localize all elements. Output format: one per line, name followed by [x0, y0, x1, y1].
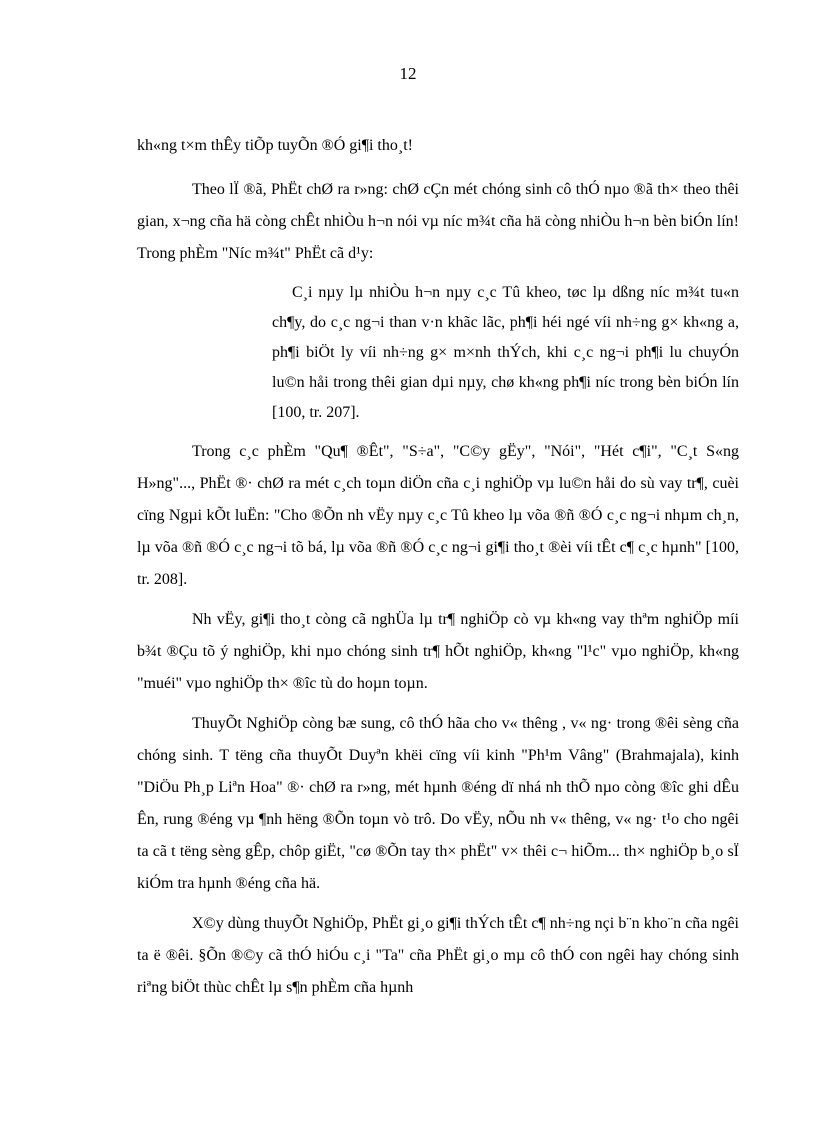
page-number: 12: [399, 64, 417, 83]
document-body: [137, 130, 739, 1012]
paragraph-1: kh«ng t×m thÊy tiÕp tuyÕn ®Ó gi¶i tho¸t!: [137, 137, 413, 154]
paragraph-5: ThuyÕt NghiÖp còng bæ sung, cô thÓ hãa cho v« thêng , v« ng· trong ®êi sèng cña chóng sinh. T tëng cña thuyÕt Duyªn khëi cïng víi kinh "Ph¹m Vâng" (Brahmajala), kinh "DiÖu Ph¸p Liªn Hoa" ®· chØ ra r»ng, mét hµnh ®éng dï nhá nh thÕ nµo còng ®îc ghi dÊu Ên, rung ®éng vµ ¶nh hëng ®Õn toµn vò trô. Do vËy, nÕu nh v« thêng, v« ng· t¹o cho ngêi ta cã t tëng sèng gÊp, chôp giËt, "cø ®Õn tay th× phËt" v× thêi c¬ hiÕm... th× nghiÖp b¸o sÏ kiÓm tra hµnh ®éng cña hä.: [137, 715, 739, 892]
block-quote: C¸i nµy lµ nhiÒu h¬n nµy c¸c Tû kheo, tøc lµ dßng níc m¾t tu«n ch¶y, do c¸c ng¬i than v·n khãc lãc, ph¶i héi ngé víi nh÷ng g× kh«ng a, ph¶i biÖt ly víi nh÷ng g× m×nh thÝch, khi c¸c ng¬i ph¶i lu chuyÓn lu©n håi trong thêi gian dµi nµy, chø kh«ng ph¶i níc trong bèn biÓn lín [100, tr. 207].: [272, 284, 739, 421]
paragraph-3: Trong c¸c phÈm "Qu¶ ®Êt", "S÷a", "C©y gËy", "Nói", "Hét c¶i", "C¸t S«ng H»ng"..., PhËt ®· chØ ra mét c¸ch toµn diÖn cña c¸i nghiÖp vµ lu©n håi do sù vay tr¶, cuèi cïng Ngµi kÕt luËn: "Cho ®Õn nh vËy nµy c¸c Tû kheo lµ võa ®ñ ®Ó c¸c ng¬i nhµm ch¸n, lµ võa ®ñ ®Ó c¸c ng¬i tõ bá, lµ võa ®ñ ®Ó c¸c ng¬i gi¶i tho¸t ®èi víi tÊt c¶ c¸c hµnh" [100, tr. 208].: [137, 443, 739, 588]
paragraph-2: Theo lÏ ®ã, PhËt chØ ra r»ng: chØ cÇn mét chóng sinh cô thÓ nµo ®ã th× theo thêi gian, x¬ng cña hä còng chÊt nhiÒu h¬n nói vµ níc m¾t cña hä còng nhiÒu h¬n bèn biÓn lín! Trong phÈm "Níc m¾t" PhËt cã d¹y:: [137, 181, 739, 262]
paragraph-6: X©y dùng thuyÕt NghiÖp, PhËt gi¸o gi¶i thÝch tÊt c¶ nh÷ng nçi b¨n kho¨n cña ngêi ta ë ®êi. §Õn ®©y cã thÓ hiÓu c¸i "Ta" cña PhËt gi¸o mµ cô thÓ con ngêi hay chóng sinh riªng biÖt thùc chÊt lµ s¶n phÈm cña hµnh: [137, 915, 739, 996]
paragraph-4: Nh vËy, gi¶i tho¸t còng cã nghÜa lµ tr¶ nghiÖp cò vµ kh«ng vay thªm nghiÖp míi b¾t ®Çu tõ ý nghiÖp, khi nµo chóng sinh tr¶ hÕt nghiÖp, kh«ng "l¹c" vµo nghiÖp, kh«ng "muéi" vµo nghiÖp th× ®îc tù do hoµn toµn.: [137, 611, 739, 692]
